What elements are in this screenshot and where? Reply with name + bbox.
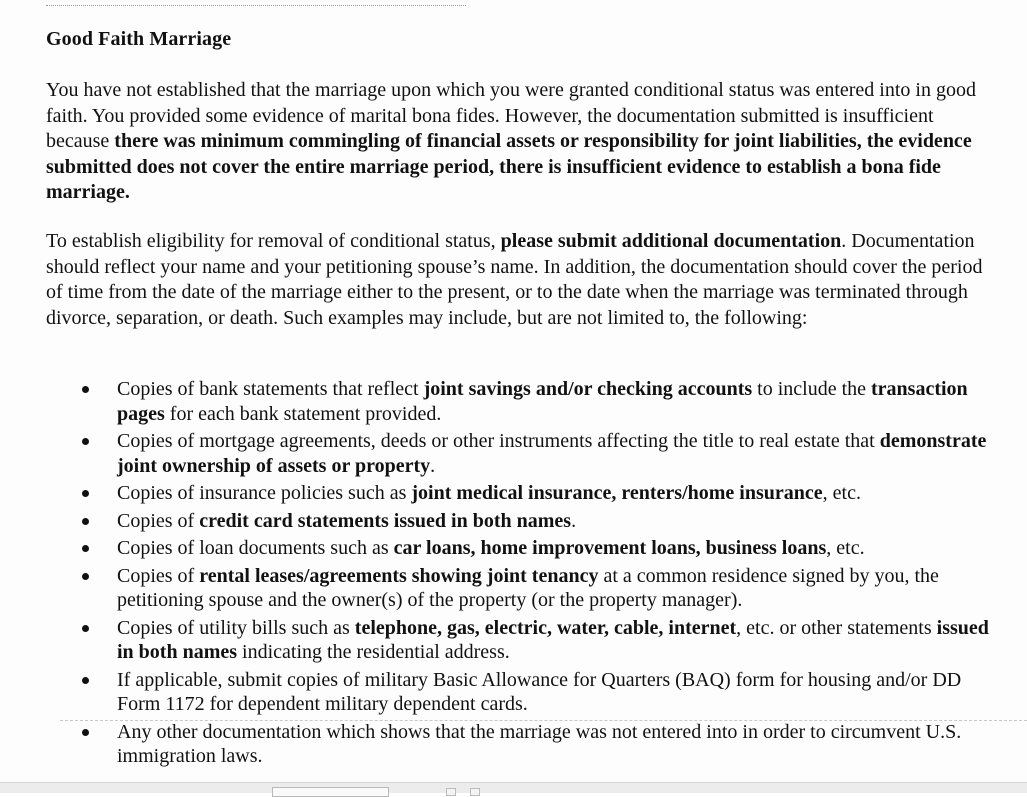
list-item-bold-text: demonstrate joint ownership of assets or property bbox=[117, 430, 987, 477]
bullet-icon bbox=[82, 438, 89, 445]
list-item-text: for each bank statement provided. bbox=[164, 402, 442, 425]
list-item bbox=[46, 377, 996, 426]
list-item bbox=[46, 720, 996, 769]
list-item bbox=[46, 536, 996, 561]
list-item-text: Copies of utility bills such as bbox=[117, 616, 355, 639]
paragraph-request bbox=[46, 229, 996, 331]
list-item-text: Copies of bank statements that reflect bbox=[117, 378, 424, 400]
cropped-text-line bbox=[46, 0, 466, 6]
evidence-list bbox=[46, 377, 996, 772]
list-item-text: , etc. bbox=[826, 537, 865, 559]
toolbar-icon[interactable] bbox=[446, 788, 456, 796]
bullet-icon bbox=[82, 677, 89, 684]
bullet-icon bbox=[82, 490, 89, 497]
list-item-bold-text: transaction pages bbox=[117, 378, 968, 425]
list-item-text: Copies of loan documents such as bbox=[117, 537, 394, 559]
list-item-bold-text: car loans, home improvement loans, business loans bbox=[393, 537, 827, 559]
bullet-icon bbox=[82, 729, 89, 736]
list-item-text: , etc. bbox=[822, 482, 861, 504]
list-item-text: Copies of insurance policies such as bbox=[117, 482, 412, 504]
paragraph-finding-text: You have not established that the marriage upon which you were granted conditional status was entered into in good faith. You provided some evidence of marital bona fides. However, the documentation submitted is insufficient because bbox=[46, 79, 976, 152]
list-item bbox=[46, 481, 996, 506]
list-item-bold-text: joint medical insurance, renters/home insurance bbox=[411, 482, 823, 504]
section-heading: Good Faith Marriage bbox=[46, 28, 232, 50]
paragraph-request-lead: To establish eligibility for removal of conditional status, bbox=[46, 230, 501, 252]
bullet-icon bbox=[82, 518, 89, 525]
scan-fold-line bbox=[60, 720, 1027, 721]
list-item bbox=[46, 429, 996, 478]
list-item bbox=[46, 509, 996, 534]
paragraph-finding bbox=[46, 78, 996, 206]
list-item-text: . bbox=[571, 509, 577, 532]
bullet-icon bbox=[82, 625, 89, 632]
list-item-text: indicating the residential address. bbox=[237, 641, 510, 663]
list-item-text: Copies of bbox=[117, 564, 200, 587]
list-item bbox=[46, 668, 996, 717]
list-item-text: , etc. or other statements bbox=[736, 616, 937, 639]
list-item-text: Any other documentation which shows that the marriage was not entered into in order to circumvent U.S. immigration laws. bbox=[117, 720, 962, 767]
paragraph-finding-bold: there was minimum commingling of financial assets or responsibility for joint liabilities, the evidence submitted does not cover the entire marriage period, there is insufficient evidence to establish a bona fide marriage. bbox=[46, 130, 972, 203]
list-item bbox=[46, 564, 996, 613]
list-item-bold-text: credit card statements issued in both names bbox=[199, 509, 572, 532]
list-item-text: . bbox=[430, 454, 436, 477]
bullet-icon bbox=[82, 386, 89, 393]
paragraph-request-rest: . Documentation should reflect your name and your petitioning spouse’s name. In addition, the documentation should cover the period of time from the date of the marriage either to the present, or to the date when the marriage was terminated through divorce, separation, or death. Such examples may include, but are not limited to, the following: bbox=[46, 230, 983, 329]
viewer-status-bar bbox=[0, 782, 1027, 793]
page-number-field[interactable] bbox=[272, 787, 389, 797]
list-item-bold-text: issued in both names bbox=[117, 616, 989, 663]
toolbar-icon[interactable] bbox=[470, 788, 480, 796]
list-item-bold-text: joint savings and/or checking accounts bbox=[423, 378, 753, 400]
list-item bbox=[46, 616, 996, 665]
bullet-icon bbox=[82, 573, 89, 580]
list-item-text: at a common residence signed by you, the petitioning spouse and the owner(s) of the property (or the property manager). bbox=[117, 564, 939, 611]
list-item-text: to include the bbox=[752, 378, 872, 400]
list-item-text: If applicable, submit copies of military Basic Allowance for Quarters (BAQ) form for housing and/or DD Form 1172 for dependent military dependent cards. bbox=[117, 668, 962, 715]
list-item-text: Copies of mortgage agreements, deeds or other instruments affecting the title to real estate that bbox=[117, 430, 880, 452]
bullet-icon bbox=[82, 545, 89, 552]
paragraph-request-bold: please submit additional documentation bbox=[500, 230, 842, 252]
list-item-bold-text: rental leases/agreements showing joint tenancy bbox=[199, 564, 599, 587]
list-item-bold-text: telephone, gas, electric, water, cable, internet bbox=[354, 616, 737, 639]
list-item-text: Copies of bbox=[117, 509, 200, 532]
